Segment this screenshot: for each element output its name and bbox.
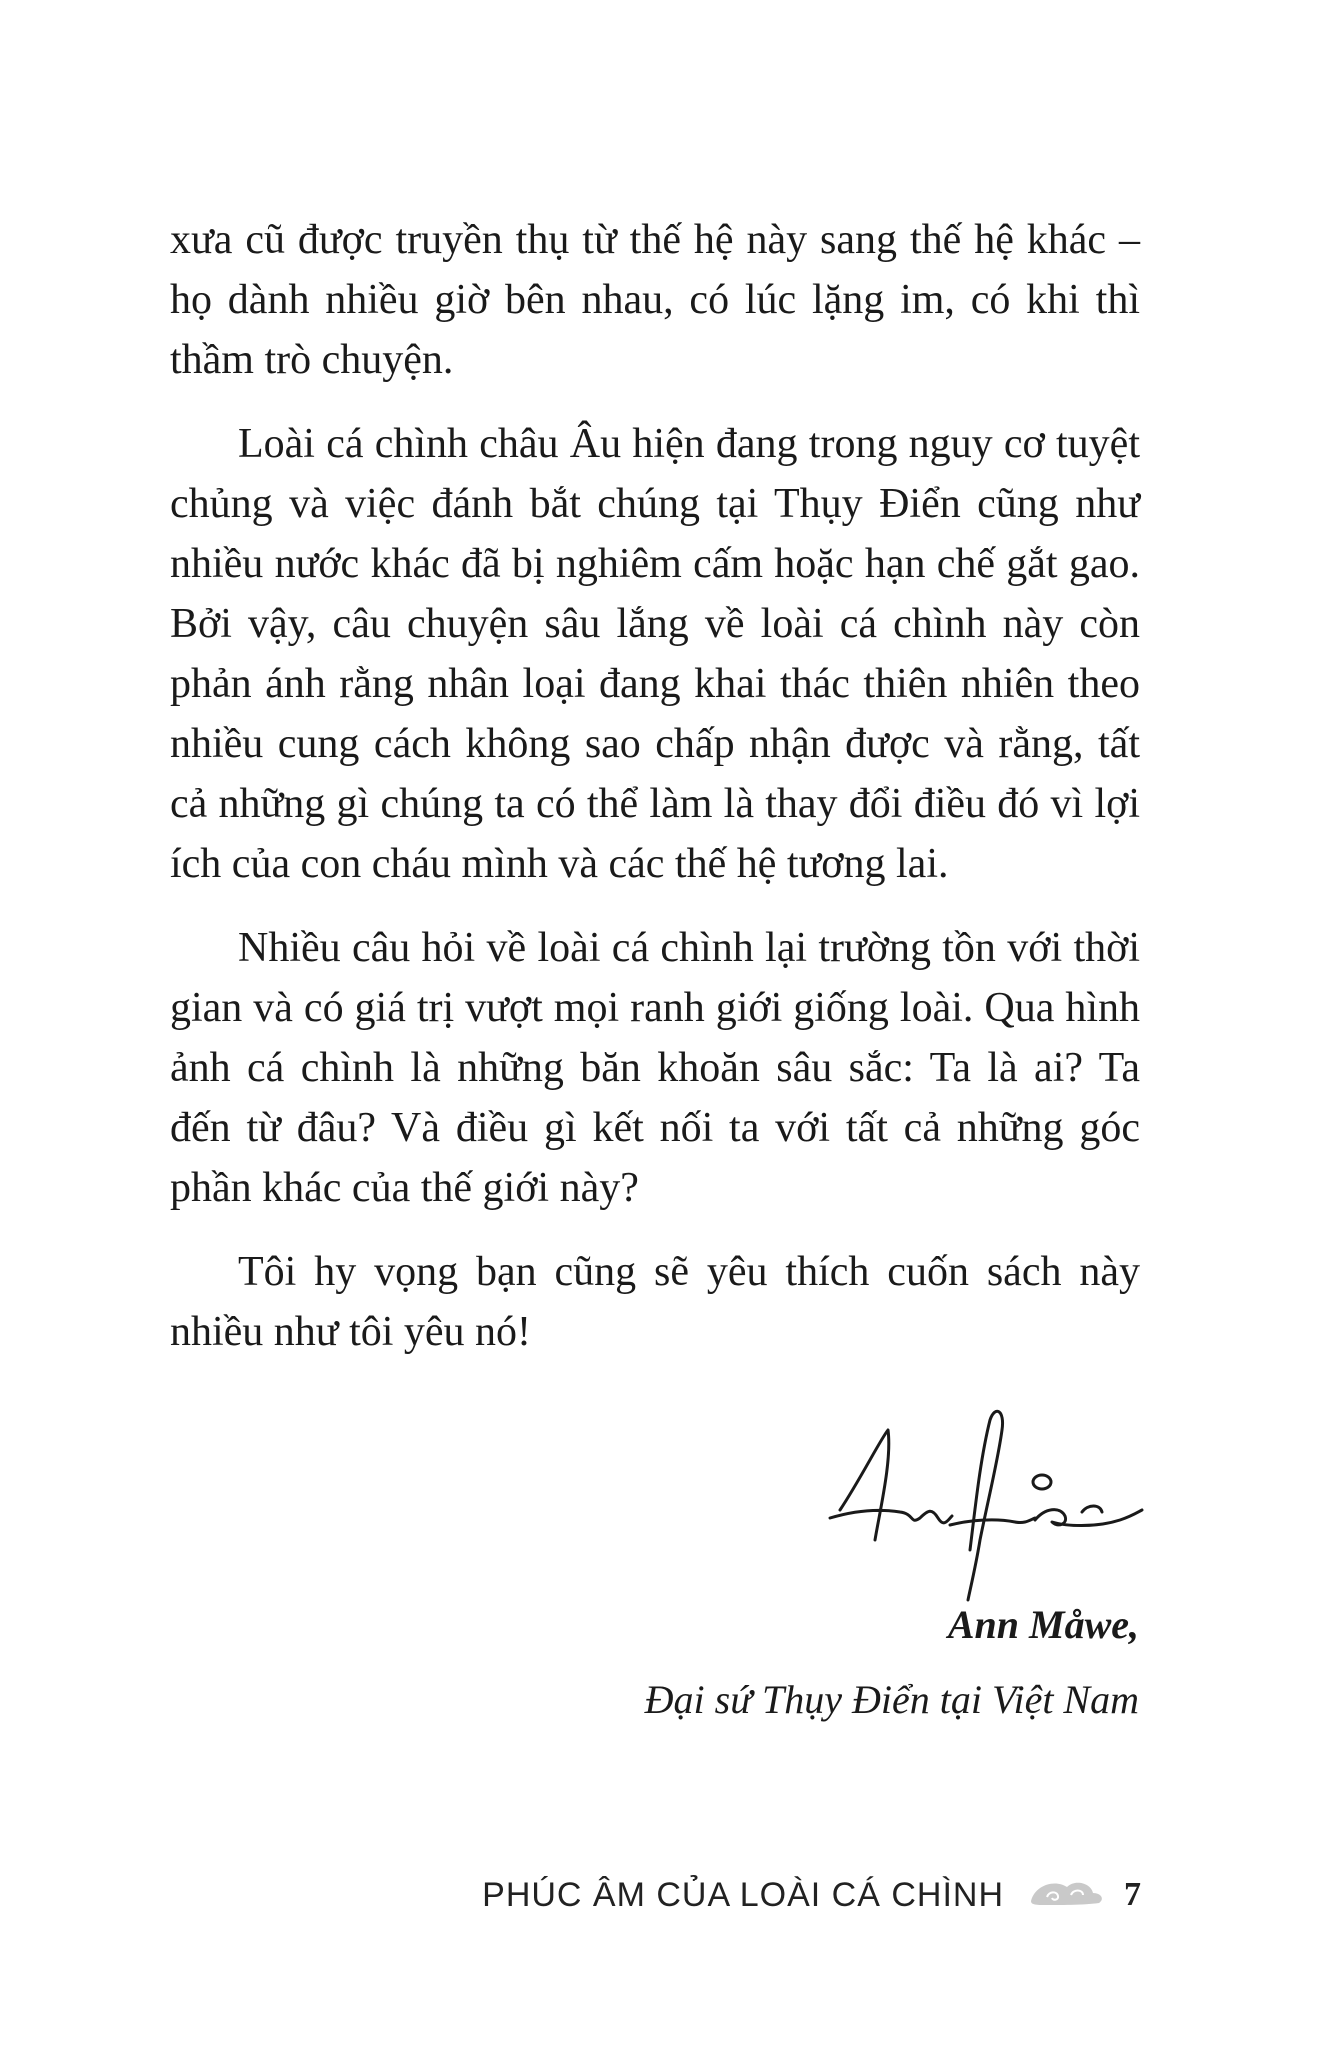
author-name: Ann Måwe, [947, 1602, 1139, 1647]
paragraph-2: Loài cá chình châu Âu hiện đang trong nguy cơ tuyệt chủng và việc đánh bắt chúng tại Thụy Điển cũng như nhiều nước khác đã bị nghiêm cấm hoặc hạn chế gắt gao. Bởi vậy, câu chuyện sâu lắng về loài cá chình này còn phản ánh rằng nhân loại đang khai thác thiên nhiên theo nhiều cung cách không sao chấp nhận được và rằng, tất cả những gì chúng ta có thể làm là thay đổi điều đó vì lợi ích của con cháu mình và các thế hệ tương lai. [170, 421, 1140, 887]
cloud-swirl-icon [1025, 1871, 1105, 1915]
handwritten-signature [820, 1400, 1150, 1610]
paragraph-4: Tôi hy vọng bạn cũng sẽ yêu thích cuốn sách này nhiều như tôi yêu nó! [170, 1249, 1140, 1355]
page-number: 7 [1124, 1876, 1141, 1913]
paragraph-3: Nhiều câu hỏi về loài cá chình lại trường tồn với thời gian và có giá trị vượt mọi ranh giới giống loài. Qua hình ảnh cá chình là những băn khoăn sâu sắc: Ta là ai? Ta đến từ đâu? Và điều gì kết nối ta với tất cả những góc phần khác của thế giới này? [170, 925, 1140, 1211]
paragraph-1: xưa cũ được truyền thụ từ thế hệ này sang thế hệ khác – họ dành nhiều giờ bên nhau, có lúc lặng im, có khi thì thầm trò chuyện. [170, 217, 1140, 383]
body-text [170, 210, 1140, 1386]
page-footer [0, 1865, 1339, 1925]
running-title: PHÚC ÂM CỦA LOÀI CÁ CHÌNH [482, 1876, 1004, 1914]
author-title: Đại sứ Thụy Điển tại Việt Nam [644, 1677, 1139, 1722]
